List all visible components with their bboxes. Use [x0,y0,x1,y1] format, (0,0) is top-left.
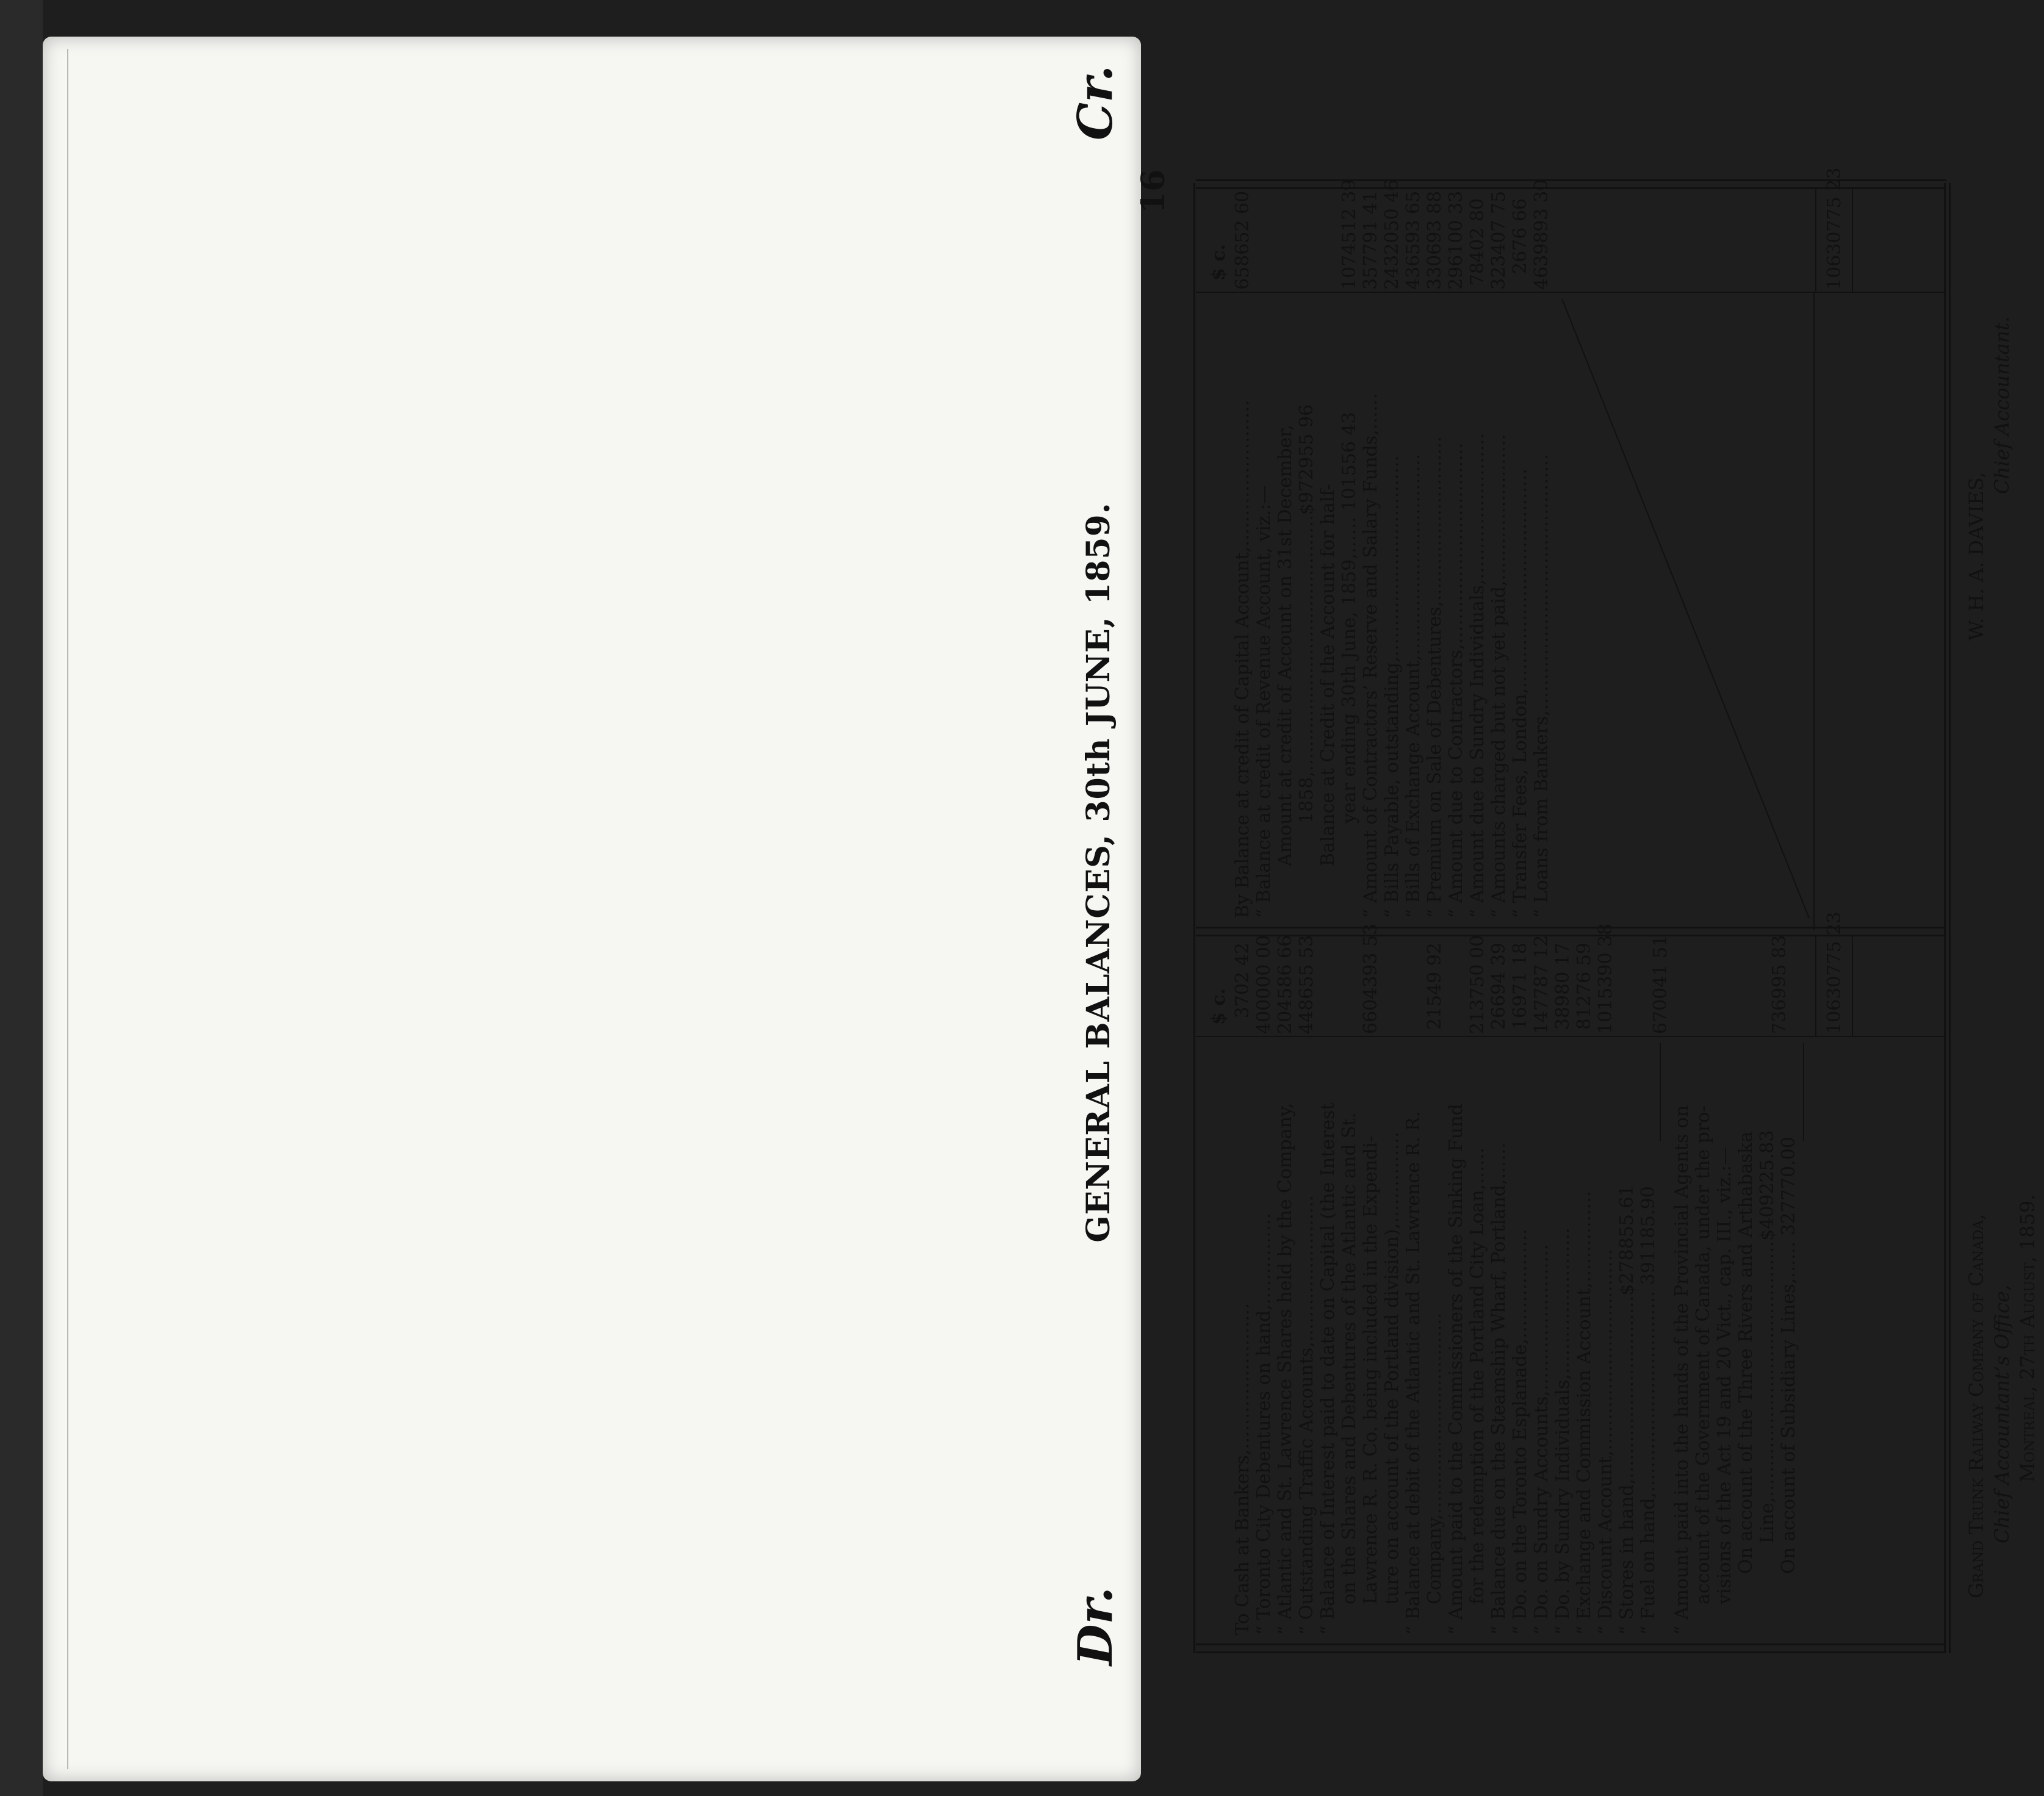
debit-amount: 670041 51 [1650,935,1671,1034]
debit-amount: 448655 53 [1296,935,1317,1034]
debit-total-rule [1852,936,1853,1037]
debit-line: visions of the Act 19 and 20 Vict., cap. III., viz.:— [1714,1147,1735,1604]
debit-line: “ Exchange and Commission Account,…………… [1574,1191,1595,1635]
credit-amount: 658652 60 [1232,190,1253,290]
credit-amount: 4639893 30 [1531,179,1552,290]
debit-total: 10630775 23 [1824,911,1845,1034]
credit-label: Cr. [1068,65,1123,140]
credit-line: By Balance at credit of Capital Account,…………………… [1232,400,1253,918]
credit-amount: 323407 75 [1488,190,1510,290]
debit-line: “ Balance due on the Steamship Wharf, Portland,…… [1488,1142,1510,1635]
credit-amount: 78402 80 [1467,198,1488,286]
debit-amount: 26694 39 [1488,943,1510,1030]
credit-line: “ Amount of Contractors’ Reserve and Salary Funds,…… [1360,393,1381,918]
credit-total-rule [1815,189,1816,293]
subtotal-rule [1803,1043,1804,1141]
credit-total-rule [1852,189,1853,293]
debit-line: On account of Subsidiary Lines,…… 327770.00 [1778,1137,1799,1574]
debit-line: “ Stores in hand,…………………………$278855.61 [1616,1185,1638,1635]
debit-line: “ Do. by Sundry Individuals,…………………… [1552,1227,1574,1635]
debit-line: “ Do. on the Toronto Esplanade,……………… [1510,1229,1531,1635]
company-name: Grand Trunk Railway Company of Canada, [1965,1213,1988,1598]
place-date: Montreal, 27th August, 1859. [2016,1194,2039,1482]
debit-line: ture on account of the Portland division),…………… [1381,1131,1403,1604]
debit-amount: 38980 17 [1552,943,1574,1030]
debit-line: “ Fuel on hand,…………………………… 391185.90 [1638,1186,1659,1635]
debit-line: “ Discount Account,…………………………… [1595,1249,1616,1635]
scanner-edge [0,0,43,1796]
credit-total: 10630775 23 [1824,167,1845,290]
debit-line: “ Atlantic and St. Lawrence Shares held by the Company, [1275,1102,1296,1635]
top-rule [1193,183,1195,1653]
debit-currency-header: $ c. [1208,988,1229,1025]
debit-amount: 3702 42 [1232,943,1253,1019]
credit-line: “ Amounts charged but not yet paid,…………………… [1488,434,1510,918]
bottom-rule [1944,183,1946,1653]
debit-line: “ Do. on Sundry Accounts,…………………… [1531,1244,1552,1635]
debit-total-rule [1815,936,1816,1037]
debit-line: “ Amount paid to the Commissioners of the Sinking Fund [1445,1104,1467,1635]
signatory-role: Chief Accountant. [1990,316,2013,494]
debit-line: for the redemption of the Portland City Loan,…… [1467,1147,1488,1604]
debit-line: Lawrence R. R. Co. being included in the Expendi- [1360,1136,1381,1604]
debit-amount: 736995 83 [1769,935,1790,1034]
debit-amount: 21549 92 [1424,943,1445,1030]
debit-line: Line,……………………………………$409225.83 [1757,1130,1778,1543]
credit-line: “ Balance at credit of Revenue Account, viz.:— [1253,485,1275,918]
bottom-rule [1949,183,1951,1653]
debit-line: “ Balance of Interest paid to date on Capital (the Interest [1317,1102,1339,1635]
cancel-diagonal [1550,293,1818,930]
subtotal-rule [1660,1043,1661,1141]
debit-line: “ Balance at debit of the Atlantic and St. Lawrence R. R. [1403,1111,1424,1635]
debit-amount: 204586 66 [1275,935,1296,1034]
debit-line: “ Outstanding Traffic Accounts,…………………… [1296,1195,1317,1635]
debit-label: Dr. [1068,1587,1123,1665]
credit-base-rule [1813,293,1815,930]
left-double-rule [1196,1643,1946,1653]
page-title: GENERAL BALANCES, 30th JUNE, 1859. [1080,502,1117,1243]
debit-line: “ Amount paid into the hands of the Provincial Agents on [1671,1105,1693,1635]
credit-line: “ Amount due to Contractors,…………………………… [1445,442,1467,918]
credit-amount: 330693 88 [1424,190,1445,290]
signatory-name: W. H. A. DAVIES, [1965,472,1988,641]
debit-amount: 147787 12 [1531,935,1552,1034]
credit-line: “ Transfer Fees, London,……………………………… [1510,468,1531,918]
credit-amount: 1074512 39 [1339,179,1360,290]
credit-line: “ Amount due to Sundry Individuals,…………………… [1467,433,1488,918]
credit-currency-header: $ c. [1208,243,1229,281]
debit-line: On account of the Three Rivers and Arthabaska [1735,1131,1757,1574]
credit-line: Balance at Credit of the Account for half- [1317,484,1339,866]
ledger-page [43,37,1141,1781]
debit-amount: 400000 00 [1253,935,1275,1034]
credit-line: Amount at credit of Account on 31st December, [1275,425,1296,866]
debit-amount: 6604393 53 [1360,923,1381,1034]
credit-amount: 436593 65 [1403,190,1424,290]
credit-line: “ Bills Payable, outstanding,…………………………… [1381,455,1403,918]
debit-line: account of the Government of Canada, under the pro- [1693,1105,1714,1604]
office-name: Chief Accountant’s Office, [1990,1284,2013,1543]
debit-amount: 81276 59 [1574,943,1595,1030]
debit-line: on the Shares and Debentures of the Atlantic and St. [1339,1112,1360,1604]
debit-line: To Cash at Bankers,…………………… [1232,1302,1253,1635]
credit-line: “ Loans from Bankers,…………………………………… [1531,454,1552,918]
credit-line: year ending 30th June, 1859,…… 101556 43 [1339,412,1360,824]
credit-amount: 2676 66 [1510,198,1531,275]
credit-line: “ Bills of Exchange Account,…………………………… [1403,453,1424,918]
debit-line: Company,…………………………… [1424,1312,1445,1604]
credit-amount: 2432050 46 [1381,179,1403,290]
credit-amount: 296100 33 [1445,190,1467,290]
page-border [67,49,1118,1769]
rotated-balance-sheet [1068,31,2044,1678]
debit-line: “ Toronto City Debentures on hand,…………… [1253,1213,1275,1635]
debit-amount: 16971 18 [1510,943,1531,1030]
page-number: 16 [1135,169,1172,214]
debit-amount: 1015390 38 [1595,923,1616,1034]
credit-line: “ Premium on Sale of Debentures,……………………… [1424,436,1445,918]
credit-amount: 357791 41 [1360,190,1381,290]
debit-amount-column-rule [1196,1036,1946,1037]
credit-line: 1858,……………………………………$972955 96 [1296,404,1317,824]
debit-amount: 213750 00 [1467,935,1488,1034]
